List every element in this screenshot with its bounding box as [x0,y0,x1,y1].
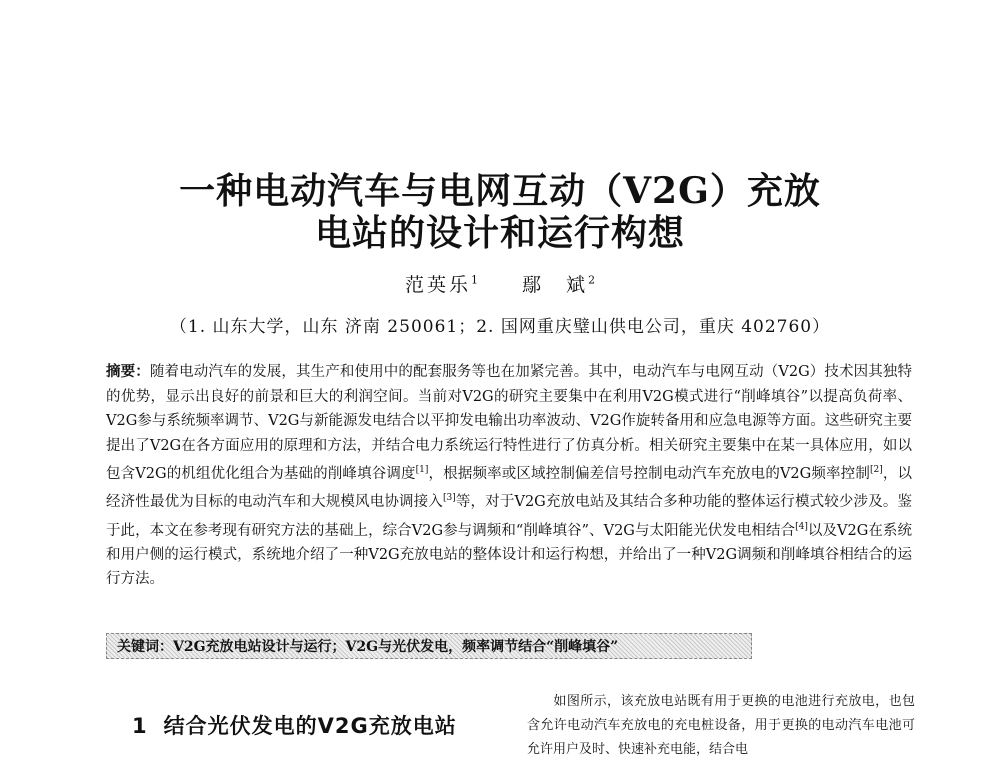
abstract-text-1: 随着电动汽车的发展，其生产和使用中的配套服务等也在加紧完善。其中，电动汽车与电网互动（V2G）技术因其独特的优势，显示出良好的前景和巨大的利润空间。当前对V2G的研究主要集中在利用V2G模式进行“削峰填谷”以提高负荷率、V2G参与系统频率调节、V2G与新能源发电结合以平抑发电输出功率波动、V2G作旋转备用和应急电源等方面。这些研究主要提出了V2G在各方面应用的原理和方法，并结合电力系统运行特性进行了仿真分析。相关研究主要集中在某一具体应用，如以包含V2G的机组优化组合为基础的削峰填谷调度 [106,364,913,482]
author-1-affiliation-mark: 1 [470,273,478,287]
citation-1: [1] [415,465,429,475]
abstract-text-5: 以及V2G在系统和用户侧的运行模式，系统地介绍了一种V2G充放电站的整体设计和运行构想，并给出了一种V2G调频和削峰填谷相结合的运行方法。 [106,522,912,588]
abstract-label: 摘要： [106,363,150,380]
body-paragraph-text: 如图所示，该充放电站既有用于更换的电池进行充放电，也包含允许电动汽车充放电的充电桩设备，用于更换的电动汽车电池可允许用户及时、快速补充电能，结合电 [527,694,915,757]
affiliations: （1. 山东大学，山东 济南 250061；2. 国网重庆璧山供电公司，重庆 402760） [169,317,831,337]
author-2-affiliation-mark: 2 [588,273,596,287]
paper-title-line-2: 电站的设计和运行构想 [314,212,685,254]
citation-4: [4] [795,521,808,532]
abstract-text-4: 等，对于V2G充放电站及其结合多种功能的整体运行模式较少涉及。鉴于此，本文在参考现有研究方法的基础上，综合V2G参与调频和“削峰填谷”、V2G与太阳能光伏发电相结合 [106,494,913,539]
abstract-text-3: ，以经济性最优为目标的电动汽车和大规模风电协调接入 [106,465,913,511]
citation-2: [2] [869,465,883,475]
citation-3: [3] [442,493,456,504]
author-1: 范英乐 [404,274,471,296]
paper-title-line-1: 一种电动汽车与电网互动（V2G）充放 [179,170,821,212]
author-2: 鄢 斌 [522,274,589,296]
section-title: 结合光伏发电的V2G充放电站 [163,714,457,738]
body-paragraph [527,690,915,762]
keywords: 关键词：V2G充放电站设计与运行；V2G与光伏发电，频率调节结合“削峰填谷” [106,633,752,659]
abstract [106,360,912,592]
section-heading [132,710,457,740]
abstract-text-2: ，根据频率或区域控制偏差信号控制电动汽车充放电的V2G频率控制 [428,465,870,482]
section-number: 1 [132,714,148,738]
authors [0,270,1000,297]
